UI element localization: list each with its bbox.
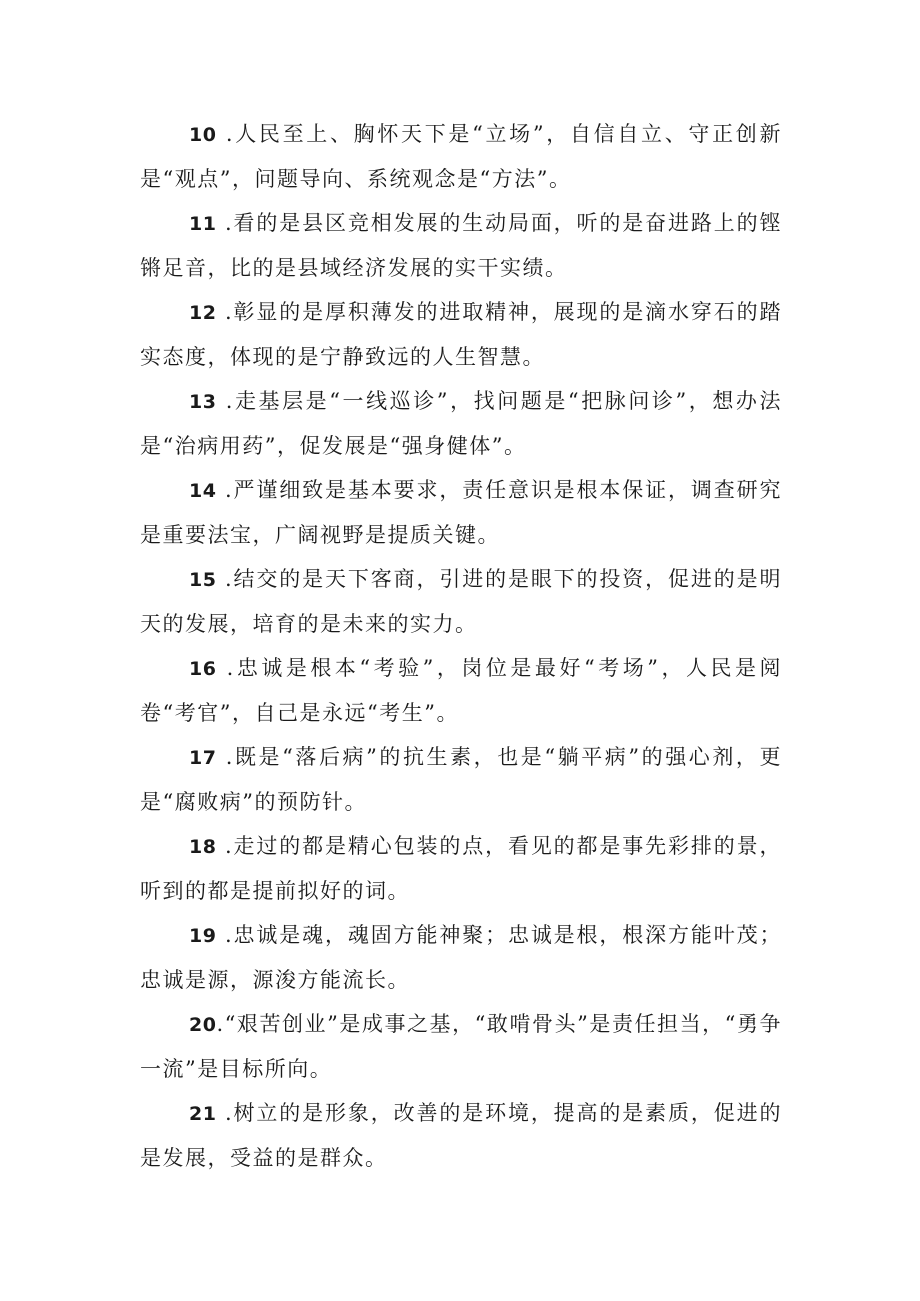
item-text: “艰苦创业”是成事之基，“敢啃骨头”是责任担当，“勇争一流”是目标所向。 (140, 1012, 782, 1081)
list-item (140, 913, 782, 1002)
item-separator: . (216, 478, 234, 502)
list-item (140, 1091, 782, 1180)
item-separator: . (216, 300, 234, 324)
item-separator: . (216, 1012, 225, 1036)
item-text: 忠诚是根本“考验”，岗位是最好“考场”，人民是阅卷“考官”，自己是永远“考生”。 (140, 656, 782, 725)
item-number: 17 (189, 747, 217, 769)
item-separator: . (216, 389, 234, 413)
item-number: 21 (189, 1103, 217, 1125)
item-text: 结交的是天下客商，引进的是眼下的投资，促进的是明天的发展，培育的是未来的实力。 (140, 567, 782, 636)
item-text: 严谨细致是基本要求，责任意识是根本保证，调查研究是重要法宝，广阔视野是提质关键。 (140, 478, 782, 547)
list-item (140, 735, 782, 824)
item-text: 人民至上、胸怀天下是“立场”，自信自立、守正创新是“观点”，问题导向、系统观念是“方法”。 (140, 122, 782, 191)
item-text: 走过的都是精心包装的点，看见的都是事先彩排的景，听到的都是提前拟好的词。 (140, 834, 782, 903)
item-separator: . (216, 923, 234, 947)
list-item (140, 557, 782, 646)
item-separator: . (216, 745, 234, 769)
list-item (140, 290, 782, 379)
item-text: 彰显的是厚积薄发的进取精神，展现的是滴水穿石的踏实态度，体现的是宁静致远的人生智慧。 (140, 300, 782, 369)
item-text: 既是“落后病”的抗生素，也是“躺平病”的强心剂，更是“腐败病”的预防针。 (140, 745, 782, 814)
list-item (140, 468, 782, 557)
list-item (140, 112, 782, 201)
item-number: 20 (189, 1014, 217, 1036)
item-separator: . (216, 211, 234, 235)
list-item (140, 201, 782, 290)
item-text: 看的是县区竞相发展的生动局面，听的是奋进路上的铿锵足音，比的是县域经济发展的实干实绩。 (140, 211, 782, 280)
item-number: 11 (189, 213, 217, 235)
item-separator: . (216, 567, 234, 591)
document-body (140, 112, 782, 1180)
item-separator: . (216, 656, 235, 680)
item-text: 树立的是形象，改善的是环境，提高的是素质，促进的是发展，受益的是群众。 (140, 1101, 782, 1170)
item-number: 12 (189, 302, 217, 324)
item-number: 19 (189, 925, 217, 947)
list-item (140, 646, 782, 735)
item-number: 15 (189, 569, 217, 591)
item-number: 16 (189, 658, 217, 680)
item-separator: . (216, 834, 234, 858)
item-number: 10 (189, 124, 217, 146)
item-text: 忠诚是魂，魂固方能神聚；忠诚是根，根深方能叶茂；忠诚是源，源浚方能流长。 (140, 923, 782, 992)
item-number: 18 (189, 836, 217, 858)
list-item (140, 1002, 782, 1091)
list-item (140, 824, 782, 913)
item-separator: . (216, 1101, 234, 1125)
item-separator: . (216, 122, 234, 146)
item-number: 14 (189, 480, 217, 502)
list-item (140, 379, 782, 468)
item-text: 走基层是“一线巡诊”，找问题是“把脉问诊”，想办法是“治病用药”，促发展是“强身健体”。 (140, 389, 782, 458)
item-number: 13 (189, 391, 217, 413)
